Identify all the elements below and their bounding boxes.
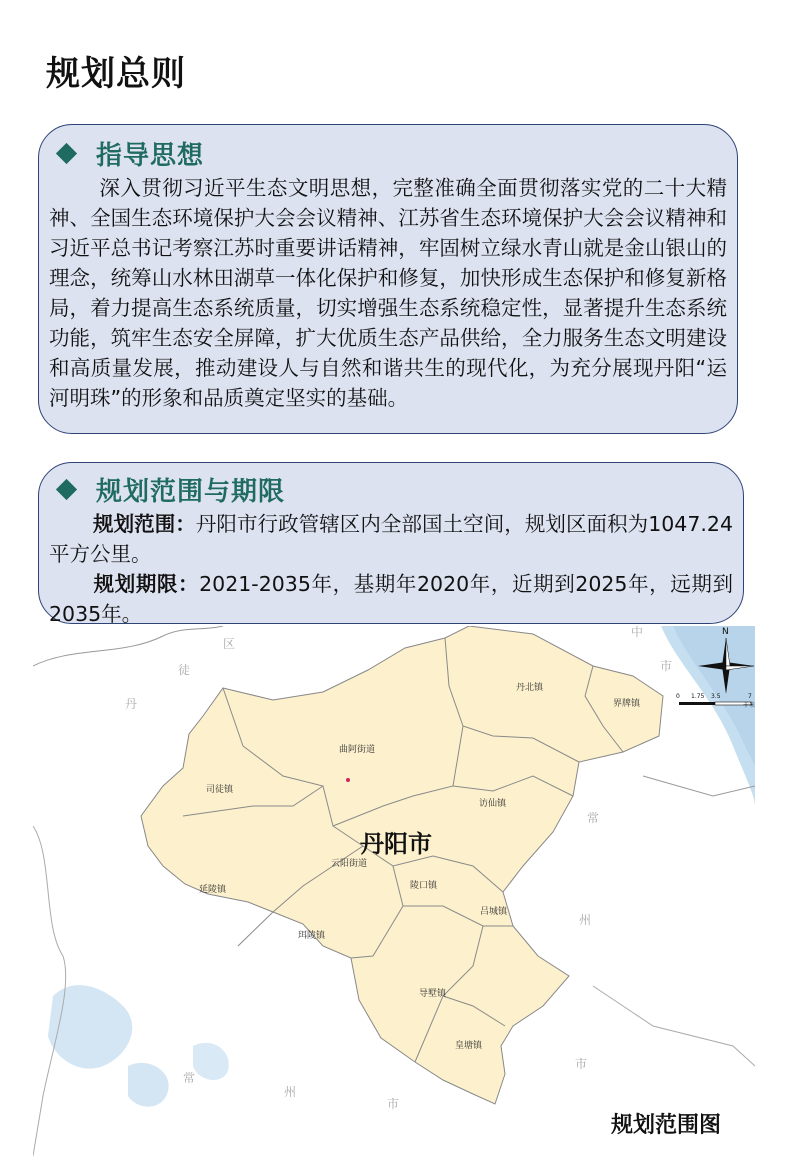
city-label: 丹阳市 [360,830,432,858]
scale-tick: 3.5 [711,693,721,700]
section-body [49,173,727,413]
diamond-bullet-icon [56,142,77,163]
page-title: 规划总则 [46,54,186,94]
section-header [49,133,727,173]
town-label: 延陵镇 [199,885,227,895]
period-label: 规划期限： [93,572,200,596]
bg-label: 常 [587,811,600,825]
town-label: 导墅镇 [419,989,447,999]
scale-tick: 0 [676,693,680,700]
map-caption: 规划范围图 [611,1113,722,1138]
bg-label: 市 [387,1097,400,1111]
bg-label: 市 [575,1057,588,1071]
town-label: 界牌镇 [613,699,641,709]
section-title: 指导思想 [96,140,205,171]
scope-text: 丹阳市行政管辖区内全部国土空间，规划区面积为1047.24平方公里。 [49,512,733,566]
town-label: 曲阿街道 [339,745,376,755]
town-label: 丹北镇 [516,683,544,693]
bg-label: 市 [660,659,673,673]
bg-label: 中 [631,626,644,639]
bg-label: 丹 [125,697,138,711]
town-label: 云阳街道 [331,859,368,869]
town-label: 访仙镇 [479,799,507,809]
town-label: 司徒镇 [206,785,234,795]
bg-label: 区 [223,637,236,651]
scale-tick: 1.75 [691,693,705,700]
period-paragraph [49,569,733,629]
bg-label: 州 [579,913,592,927]
scale-unit: 千米 [742,702,755,709]
guiding-ideology-panel [38,124,738,434]
north-label: N [722,627,729,637]
guiding-ideology-text: 深入贯彻习近平生态文明思想，完整准确全面贯彻落实党的二十大精神、全国生态环境保护大会会议精神、江苏省生态环境保护大会会议精神和习近平总书记考察江苏时重要讲话精神，牢固树立绿水青山就是金山银山的理念，统筹山水林田湖草一体化保护和修复，加快形成生态保护和修复新格局，着力提高生态系统质量，切实增强生态系统稳定性，显著提升生态系统功能，筑牢生态安全屏障，扩大优质生态产品供给，全力服务生态文明建设和高质量发展，推动建设人与自然和谐共生的现代化，为充分展现丹阳“运河明珠”的形象和品质奠定坚实的基础。 [49,176,727,410]
scope-paragraph [49,509,733,569]
section-title: 规划范围与期限 [96,476,286,507]
diamond-bullet-icon [56,478,77,499]
town-label: 皇塘镇 [455,1041,483,1051]
town-label: 吕城镇 [480,907,508,917]
scope-label: 规划范围： [93,512,196,536]
scope-period-panel [38,462,744,624]
planning-scope-map [33,626,755,1156]
section-header [49,469,733,509]
bg-label: 州 [284,1085,297,1099]
town-label: 陵口镇 [410,881,438,891]
bg-label: 常 [183,1071,196,1085]
town-label: 珥陵镇 [298,931,326,941]
city-seat-marker [346,778,350,782]
scale-tick: 7 [748,693,752,700]
period-text: 2021-2035年，基期年2020年，近期到2025年，远期到2035年。 [49,572,733,626]
bg-label: 徒 [178,663,191,677]
